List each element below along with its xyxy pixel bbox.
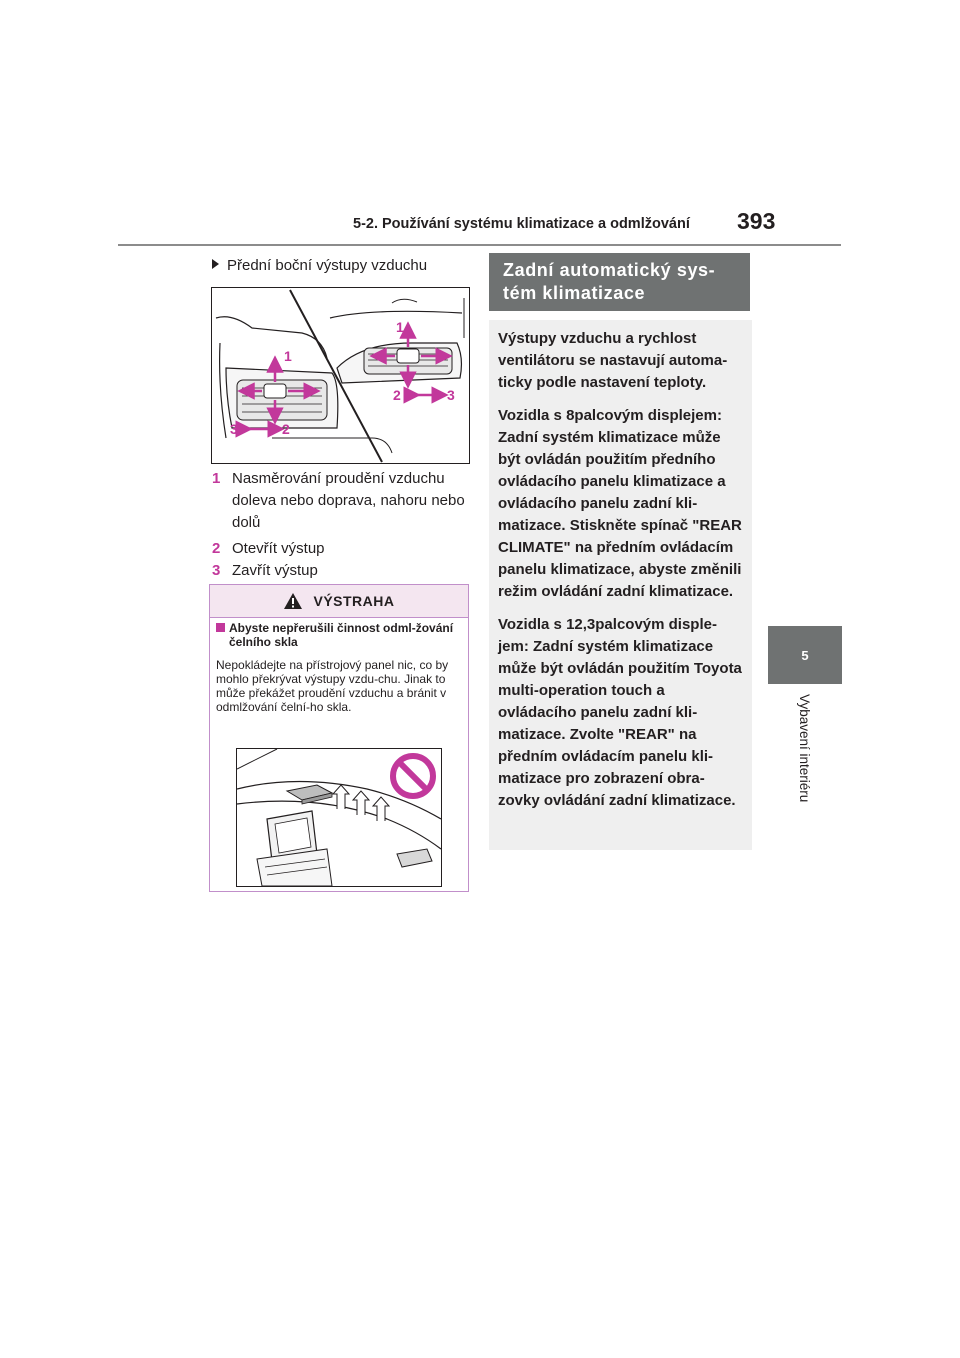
info-paragraph: Vozidla s 8palcovým displejem: Zadní systém klimatizace může být ovládán použitím předního ovládacího panelu klimatizace a ovládacího panelu zadní kli-matizace. Stiskněte spínač "REAR CLIMATE" na předním ovládacím panelu klimatizace, abyste změnili režim ovládání zadní klimatizace.	[498, 407, 742, 600]
figure-label: 3	[230, 421, 238, 437]
numbered-list	[212, 468, 472, 582]
chapter-label: Vybavení interiéru	[797, 694, 812, 803]
figure-label: 3	[447, 387, 455, 403]
figure-label: 2	[393, 387, 401, 403]
info-paragraph: Vozidla s 12,3palcovým disple-jem: Zadní systém klimatizace může být ovládán použitím Toyota multi-operation touch a ovládacího panelu zadní kli-matizace. Zvolte "REAR" na předním ovládacím panelu kli-matizace pro zobrazení obra-zovky ovládání zadní klimatizace.	[498, 616, 742, 809]
item-text: Nasměrování proudění vzduchu doleva nebo doprava, nahoru nebo dolů	[232, 470, 465, 531]
list-item	[212, 560, 472, 582]
item-text: Otevřít výstup	[232, 540, 325, 557]
item-number: 1	[212, 470, 221, 487]
warning-subheading-text: Abyste nepřerušili činnost odml-žování čelního skla	[229, 621, 454, 649]
warning-heading: VÝSTRAHA	[313, 593, 395, 609]
figure-label: 2	[282, 421, 290, 437]
chapter-tab	[768, 626, 842, 684]
info-box	[489, 320, 752, 850]
item-number: 2	[212, 540, 221, 557]
item-text: Zavřít výstup	[232, 562, 318, 579]
page-number: 393	[737, 208, 776, 234]
warning-triangle-icon	[283, 592, 303, 610]
figure-label: 1	[284, 348, 292, 364]
bullet-heading	[212, 257, 427, 274]
bullet-heading-text: Přední boční výstupy vzduchu	[227, 257, 428, 274]
warning-box	[209, 584, 469, 892]
list-item	[212, 468, 472, 534]
dashboard-obstruction-illustration	[236, 748, 442, 887]
item-number: 3	[212, 562, 221, 579]
square-bullet-icon	[216, 623, 225, 632]
vents-diagram	[212, 288, 469, 463]
section-heading: Zadní automatický sys-tém klimatizace	[489, 253, 750, 311]
list-item	[212, 538, 472, 560]
warning-header	[210, 585, 468, 618]
front-side-vents-illustration	[211, 287, 470, 464]
chapter-number: 5	[801, 647, 809, 663]
warning-body: Nepokládejte na přístrojový panel nic, co by mohlo překrývat výstupy vzdu-chu. Jinak to může překážet proudění vzduchu a bránit v odmlžování čelní-ho skla.	[216, 658, 449, 714]
header-divider	[118, 244, 841, 246]
info-paragraph: Výstupy vzduchu a rychlost ventilátoru se nastavují automa-ticky podle nastavení teploty.	[498, 330, 728, 391]
section-title: 5-2. Používání systému klimatizace a odmlžování	[353, 216, 690, 232]
figure-label: 1	[396, 319, 404, 335]
dashboard-diagram	[237, 749, 441, 886]
warning-subheading	[216, 621, 464, 649]
triangle-bullet-icon	[212, 259, 219, 269]
